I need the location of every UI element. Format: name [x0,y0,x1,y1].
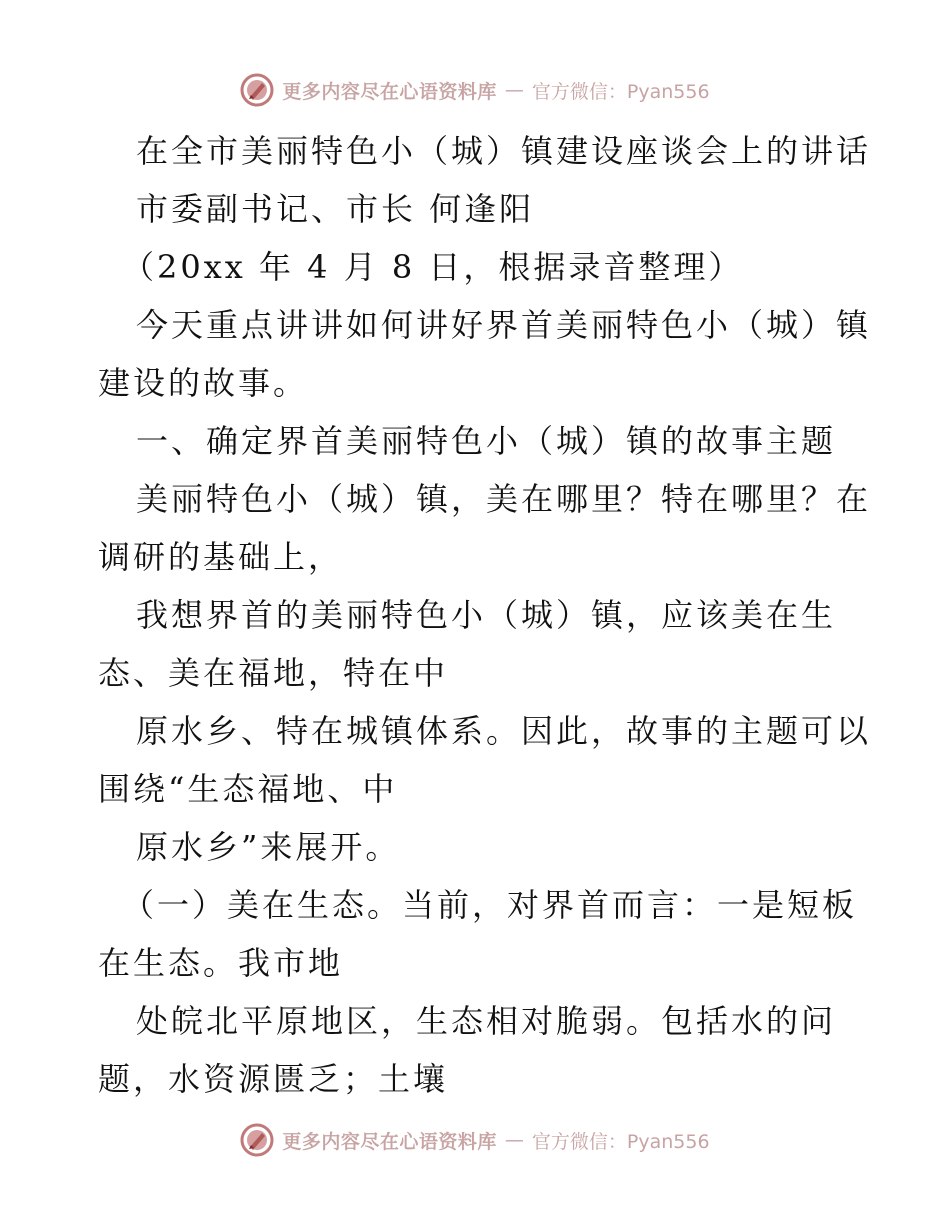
watermark-wechat: 官方微信：Pyan556 [531,80,710,103]
watermark-brand: 更多内容尽在心语资料库 [282,80,497,103]
document-body [98,122,872,1108]
paragraph-line: 处皖北平原地区，生态相对脆弱。包括水的问 [136,1002,837,1040]
paragraph-line: 美丽特色小（城）镇，美在哪里？特在哪里？在 [136,480,872,518]
subsection-heading: （一）美在生态。当前，对界首而言：一是短板 [122,886,858,924]
watermark-dash: — [504,79,524,101]
watermark-brand: 更多内容尽在心语资料库 [282,1130,497,1153]
section-heading: 一、确定界首美丽特色小（城）镇的故事主题 [136,422,837,460]
document-speaker: 市委副书记、市长 何逢阳 [136,190,535,228]
header-watermark [0,70,950,110]
footer-watermark [0,1120,950,1160]
pen-logo-icon [240,73,274,107]
paragraph-line: 今天重点讲讲如何讲好界首美丽特色小（城）镇 [136,306,872,344]
watermark-dash: — [504,1129,524,1151]
paragraph-line: 建设的故事。 [98,364,309,402]
paragraph-line: 调研的基础上， [98,538,344,576]
paragraph-line: 围绕“生态福地、中 [98,770,398,808]
watermark-wechat: 官方微信：Pyan556 [531,1130,710,1153]
paragraph-line: 题，水资源匮乏；土壤 [98,1060,449,1098]
paragraph-line: 我想界首的美丽特色小（城）镇，应该美在生 [136,596,837,634]
paragraph-line: 原水乡、特在城镇体系。因此，故事的主题可以 [136,712,872,750]
document-date-note: （20xx 年 4 月 8 日，根据录音整理） [122,248,744,286]
paragraph-line: 在生态。我市地 [98,944,344,982]
paragraph-line: 原水乡”来展开。 [136,828,401,866]
paragraph-line: 态、美在福地，特在中 [98,654,449,692]
document-title: 在全市美丽特色小（城）镇建设座谈会上的讲话 [136,132,872,170]
pen-logo-icon [240,1123,274,1157]
